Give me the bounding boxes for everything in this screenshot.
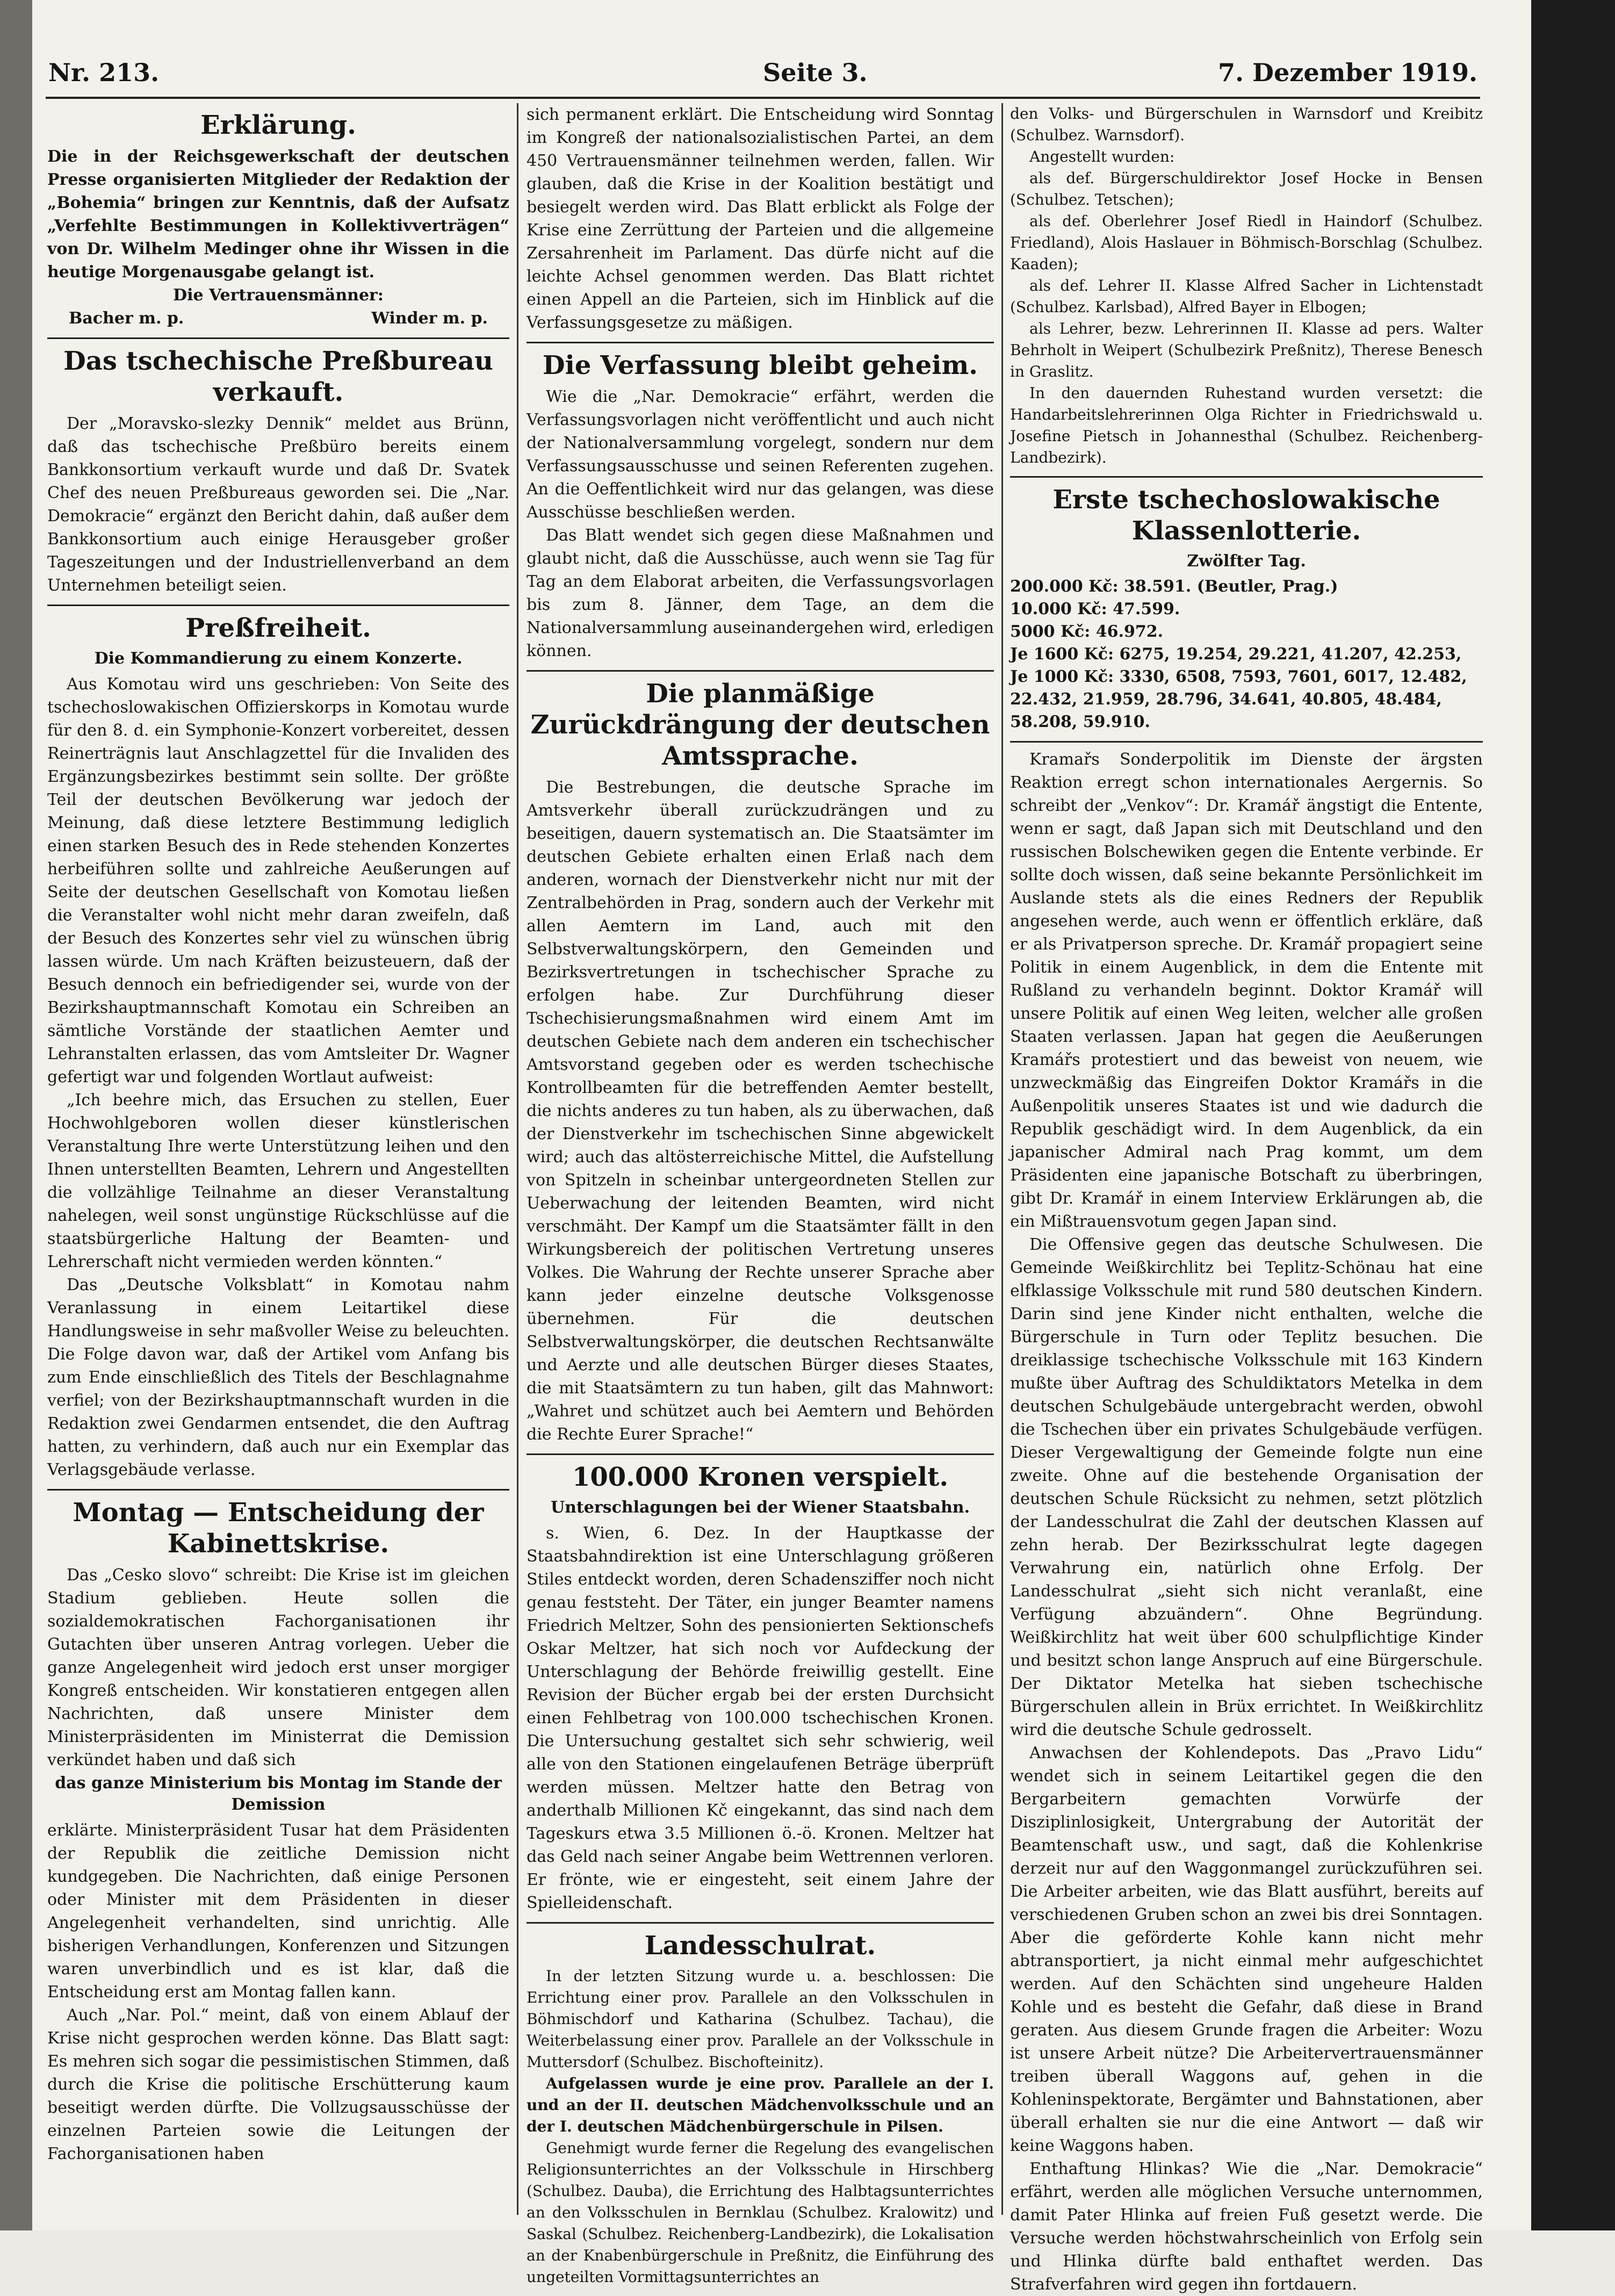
issue-date: 7. Dezember 1919. [1218, 58, 1477, 87]
article-paragraph: Die Offensive gegen das deutsche Schulwesen. Die Gemeinde Weißkirchlitz bei Teplitz-Schönau hat eine elfklassige Volksschule mit rund 580 deutschen Kindern. Darin sind jene Kinder nicht enthalten, welche die Bürgerschule in Turn oder Teplitz besuchen. Die dreiklassige tschechische Volksschule mit 163 Kindern mußte über Auftrag des Schuldiktators Metelka in dem deutschen Schulgebäude untergebracht werden, obwohl die Tschechen über ein privates Schulgebäude verfügen. Dieser Vergewaltigung der Gemeinde folgte nun eine zweite. Ohne auf die bestehende Organisation der deutschen Schule Rücksicht zu nehmen, setzt plötzlich der Landesschulrat die Zahl der deutschen Klassen auf zehn herab. Der Bezirksschulrat legte dagegen Verwahrung ein, natürlich ohne Erfolg. Der Landesschulrat „sieht sich nicht veranlaßt, eine Verfügung abzuändern“. Ohne Begründung. Weißkirchlitz hat weit über 600 schulpflichtige Kinder und besitzt schon lange Anspruch auf eine Bürgerschule. Der Diktator Metelka hat sieben tschechische Bürgerschulen allein in Brüx errichtet. In Weißkirchlitz wird die deutsche Schule gedrosselt. [1010, 1235, 1483, 1739]
article-title: Erste tschechoslowakische Klassenlotterie. [1052, 485, 1440, 546]
column-3 [1010, 103, 1483, 2294]
signature-left: Bacher m. p. [69, 309, 184, 328]
scan-right-edge [1531, 0, 1615, 2230]
article-divider [47, 337, 509, 339]
article-paragraph: als def. Oberlehrer Josef Riedl in Haindorf (Schulbez. Friedland), Alois Haslauer in Böhmisch-Borschlag (Schulbez. Kaaden); [1010, 212, 1483, 273]
signatures [47, 307, 509, 330]
article-paragraph: Aus Komotau wird uns geschrieben: Von Seite des tschechoslowakischen Offizierskorps in Komotau wurde für den 8. d. ein Symphonie-Konzert vorbereitet, dessen Reinerträgnis laut Anschlagzettel für die Invaliden des Ergänzungsbezirkes bestimmt sein sollte. Der größte Teil der deutschen Bevölkerung war jedoch der Meinung, daß diese letztere Bestimmung lediglich einen starken Besuch des in Rede stehenden Konzertes herbeiführen sollte und zahlreiche Aeußerungen auf Seite der deutschen Gesellschaft von Komotau ließen die Veranstalter wohl nicht mehr daran zweifeln, daß der Besuch des Konzertes sehr viel zu wünschen übrig lassen würde. Um nach Kräften beizusteuern, daß der Besuch dennoch ein befriedigender sei, wurde von der Bezirkshauptmannschaft Komotau ein Schreiben an sämtliche Vorstände der staatlichen Aemter und Lehranstalten erlassen, das vom Amtsleiter Dr. Wagner gefertigt war und folgenden Wortlaut aufweist: [47, 675, 509, 1086]
page-number: Seite 3. [763, 58, 868, 87]
article-divider [1010, 741, 1483, 743]
lottery-line: Je 1000 Kč: 3330, 6508, 7593, 7601, 6017, 12.482, 22.432, 21.959, 28.796, 34.641, 40.805, 48.484, 58.208, 59.910. [1010, 667, 1467, 731]
lottery-line: 5000 Kč: 46.972. [1010, 622, 1164, 641]
lottery-line: 200.000 Kč: 38.591. (Beutler, Prag.) [1010, 577, 1338, 596]
column-1 [47, 103, 509, 2220]
article-paragraph: Aufgelassen wurde je eine prov. Parallele an der I. und an der II. deutschen Mädchenvolksschule und an der I. deutschen Mädchenbürgerschule in Pilsen. [527, 2075, 994, 2135]
column-divider [1001, 103, 1003, 2215]
article-subtitle: Unterschlagungen bei der Wiener Staatsbahn. [550, 1498, 970, 1517]
column-divider [517, 103, 518, 2215]
article-title: Das tschechische Preßbureau verkauft. [63, 346, 493, 407]
article-title: Landesschulrat. [644, 1931, 876, 1961]
article-divider [47, 604, 509, 606]
header-rule [46, 97, 1480, 99]
article-paragraph: Das „Deutsche Volksblatt“ in Komotau nahm Veranlassung in einem Leitartikel diese Handlungsweise in sehr maßvoller Weise zu beleuchten. Die Folge davon war, daß der Artikel vom Anfang bis zum Ende einschließlich des Titels der Beschlagnahme verfiel; von der Bezirkshauptmannschaft wurden in die Redaktion zwei Gendarmen entsendet, die den Auftrag hatten, zu verhindern, daß auch nur ein Exemplar das Verlagsgebäude verlasse. [47, 1276, 509, 1479]
article-title: Preßfreiheit. [185, 613, 371, 643]
article-paragraph: s. Wien, 6. Dez. In der Hauptkasse der Staatsbahndirektion ist eine Unterschlagung größeren Stiles entdeckt worden, deren Schadensziffer noch nicht genau feststeht. Der Täter, ein junger Beamter namens Friedrich Meltzer, Sohn des pensionierten Sektionschefs Oskar Meltzer, hat sich noch vor Aufdeckung der Unterschlagung der Behörde freiwillig gestellt. Eine Revision der Bücher ergab bei der ersten Durchsicht einen Fehlbetrag von 100.000 tschechischen Kronen. Die Untersuchung gestaltet sich sehr schwierig, weil alle von den Stationen eingelaufenen Beträge überprüft werden müssen. Meltzer hatte den Betrag von anderthalb Millionen Kč eingekannt, das sind nach dem Tageskurs etwa 3.5 Millionen ö.-ö. Kronen. Meltzer hat das Geld nach seiner Angabe beim Wettrennen verloren. Er frönte, wie er eingesteht, seit einem Jahre der Spielleidenschaft. [527, 1524, 994, 1912]
article-paragraph: Angestellt wurden: [1029, 148, 1175, 165]
article-title: Montag — Entscheidung der Kabinettskrise. [73, 1498, 484, 1559]
article-divider [527, 1922, 994, 1924]
scan-left-margin [0, 0, 32, 2230]
article-paragraph: Enthaftung Hlinkas? Wie die „Nar. Demokracie“ erfährt, werden alle möglichen Versuche unternommen, damit Pater Hlinka auf freien Fuß gesetzt werde. Die Versuche werden höchstwahrscheinlich von Erfolg sein und Hlinka dürfte bald enthaftet werden. Das Strafverfahren wird gegen ihn fortdauern. [1010, 2160, 1483, 2294]
article-paragraph: Der „Moravsko-slezky Dennik“ meldet aus Brünn, daß das tschechische Preßbüro bereits einem Bankkonsortium verkauft wurde und daß Dr. Svatek Chef des neuen Preßbureaus geworden sei. Die „Nar. Demokracie“ ergänzt den Bericht dahin, daß außer dem Bankkonsortium auch einige Herausgeber großer Tageszeitungen und der Industriellenverband an dem Unternehmen beteiligt seien. [47, 414, 509, 595]
article-paragraph: als def. Bürgerschuldirektor Josef Hocke in Bensen (Schulbez. Tetschen); [1010, 169, 1483, 208]
article-paragraph: als def. Lehrer II. Klasse Alfred Sacher in Lichtenstadt (Schulbez. Karlsbad), Alfred Bayer in Elbogen; [1010, 277, 1483, 316]
article-paragraph: Auch „Nar. Pol.“ meint, daß von einem Ablauf der Krise nicht gesprochen werden könne. Das Blatt sagt: Es mehren sich sogar die pessimistischen Stimmen, daß durch die Krise die politische Erschütterung kaum beseitigt werden dürfte. Die Vollzugsausschüsse der einzelnen Parteien sowie die Leitungen der Fachorganisationen haben [47, 2006, 509, 2163]
article-paragraph: Genehmigt wurde ferner die Regelung des evangelischen Religionsunterrichtes an der Volksschule in Hirschberg (Schulbez. Dauba), die Errichtung des Halbtagsunterrichtes an den Volksschulen in Bernklau (Schulbez. Kralowitz) und Saskal (Schulbez. Reichenberg-Landbezirk), die Lokalisation an der Knabenbürgerschule in Preßnitz, die Einführung des ungeteilten Vormittagsunterrichtes an [527, 2139, 994, 2286]
article-paragraph: Die in der Reichsgewerkschaft der deutschen Presse organisierten Mitglieder der Redaktion der „Bohemia“ bringen zur Kenntnis, daß der Aufsatz „Verfehlte Bestimmungen in Kollektivverträgen“ von Dr. Wilhelm Medinger ohne ihr Wissen in die heutige Morgenausgabe gelangt ist. [47, 147, 509, 282]
article-paragraph: sich permanent erklärt. Die Entscheidung wird Sonntag im Kongreß der nationalsozialistischen Partei, an dem 450 Vertrauensmänner teilnehmen werden, fallen. Wir glauben, daß die Krise in der Koalition bestätigt und besiegelt werden wird. Das Blatt erblickt als Folge der Krise eine Zerrüttung der Parteien und die allgemeine Zersahrenheit im Parlament. Das dürfe nicht auf die leichte Achsel genommen werden. Das Blatt richtet einen Appell an die Parteien, sich im Hinblick auf die Verfassungsgesetze zu mäßigen. [527, 105, 994, 332]
article-paragraph: Kramařs Sonderpolitik im Dienste der ärgsten Reaktion erregt schon internationales Aergernis. So schreibt der „Venkov“: Dr. Kramář ängstigt die Entente, wenn er sagt, daß Japan sich mit Deutschland und den russischen Bolschewiken gegen die Entente verbinde. Er sollte doch wissen, daß seine bekannte Persönlichkeit im Auslande stets als die eines Redners der Republik angesehen werde, auch wenn er öffentlich erkläre, daß er als Privatperson spreche. Dr. Kramář propagiert seine Politik in einem Augenblick, in dem die Entente mit Rußland zu verhandeln beginnt. Doktor Kramář will unsere Politik auf einen Weg leiten, welcher alle großen Staaten verlassen. Japan hat gegen die Aeußerungen Kramářs protestiert und das beweist von neuem, wie unzweckmäßig das Eingreifen Doktor Kramářs in die Außenpolitik unseres Staates ist und wie dadurch die Republik geschädigt wird. In dem Augenblick, da ein japanischer Admiral nach Prag kommt, um dem Präsidenten eine japanische Botschaft zu überbringen, gibt Dr. Kramář in einem Interview Erklärungen ab, die ein Mißtrauensvotum gegen Japan sind. [1010, 750, 1483, 1231]
article-title: Die planmäßige Zurückdrängung der deutschen Amtssprache. [530, 679, 990, 771]
article-paragraph: Das „Cesko slovo“ schreibt: Die Krise ist im gleichen Stadium geblieben. Heute sollen die sozialdemokratischen Fachorganisationen ihr Gutachten über unseren Antrag vorlegen. Ueber die ganze Angelegenheit wird jedoch erst unser morgiger Kongreß entscheiden. Wir konstatieren entgegen allen Nachrichten, daß unsere Minister dem Ministerpräsidenten im Ministerrat die Demission verkündet haben und daß sich [47, 1566, 509, 1769]
article-divider [1010, 476, 1483, 478]
article-paragraph: Die Bestrebungen, die deutsche Sprache im Amtsverkehr überall zurückzudrängen und zu beseitigen, dauern systematisch an. Die Staatsämter im deutschen Gebiete erhalten einen Erlaß nach dem anderen, wornach der Dienstverkehr nicht nur mit der Zentralbehörden in Prag, sondern auch der Verkehr mit allen Aemtern im Land, auch mit den Selbstverwaltungskörpern, den Gemeinden und Bezirksvertretungen in tschechischer Sprache zu erfolgen habe. Zur Durchführung dieser Tschechisierungsmaßnahmen wird einem Amt im deutschen Gebiete nach dem anderen ein tschechischer Amtsvorstand gegeben oder es werden tschechische Kontrollbeamten für die betreffenden Aemter bestellt, die nichts anderes zu tun haben, als zu überwachen, daß der Dienstverkehr im tschechischen Sinne abgewickelt wird; auch das altösterreichische Mittel, die Aufstellung von Spitzeln in scheinbar untergeordneten Stellen zur Ueberwachung der leitenden Beamten, wird nicht verschmäht. Der Kampf um die Staatsämter fällt in den Wirkungsbereich der politischen Vertretung unseres Volkes. Die Wahrung der Rechte unserer Sprache aber kann jeder einzelne deutsche Volksgenosse übernehmen. Für die deutschen Selbstverwaltungskörper, die deutschen Rechtsanwälte und Aerzte und alle deutschen Bürger dieses Staates, die mit Staatsämtern zu tun haben, gilt das Mahnwort: „Wahret und schützet auch bei Aemtern und Behörden die Rechte Eurer Sprache!“ [527, 778, 994, 1444]
article-divider [527, 670, 994, 672]
page-header [48, 58, 1477, 96]
article-paragraph: als Lehrer, bezw. Lehrerinnen II. Klasse ad pers. Walter Behrholt in Weipert (Schulbezirk Preßnitz), Therese Benesch in Graslitz. [1010, 320, 1483, 380]
article-paragraph: erklärte. Ministerpräsident Tusar hat dem Präsidenten der Republik die zeitliche Demission nicht kundgegeben. Die Nachrichten, daß einige Personen oder Minister mit dem Präsidenten in dieser Angelegenheit verhandelten, sind unrichtig. Alle bisherigen Verhandlungen, Konferenzen und Sitzungen waren unverbindlich und es ist klar, daß die Entscheidung erst am Montag fallen kann. [47, 1821, 509, 2002]
lottery-line: Je 1600 Kč: 6275, 19.254, 29.221, 41.207, 42.253, [1010, 645, 1462, 664]
article-title: 100.000 Kronen verspielt. [572, 1462, 949, 1492]
article-paragraph: „Ich beehre mich, das Ersuchen zu stellen, Euer Hochwohlgeboren wollen dieser künstlerischen Veranstaltung Ihre werte Unterstützung leihen und den Ihnen unterstellten Beamten, Lehrern und Angestellten die vollzählige Teilnahme an dieser Veranstaltung nahelegen, weil sonst ungünstige Rückschlüsse auf die staatsbürgerliche Haltung der Beamten- und Lehrerschaft nicht vermieden werden könnten.“ [47, 1091, 509, 1271]
article-paragraph: Das Blatt wendet sich gegen diese Maßnahmen und glaubt nicht, daß die Ausschüsse, auch wenn sie Tag für Tag an dem Elaborat arbeiten, die Verfassungsvorlagen bis zum 8. Jänner, dem Tage, an dem die Nationalversammlung auseinandergehen wird, erledigen können. [527, 526, 994, 660]
issue-number: Nr. 213. [48, 58, 160, 87]
signature-right: Winder m. p. [371, 309, 488, 328]
article-paragraph: In der letzten Sitzung wurde u. a. beschlossen: Die Errichtung einer prov. Parallele an den Volksschulen in Böhmischdorf und Katharina (Schulbez. Tachau), die Weiterbelassung einer prov. Parallele an der Volksschule in Muttersdorf (Schulbez. Bischofteinitz). [527, 1967, 994, 2071]
column-2 [527, 103, 994, 2286]
article-subtitle: Die Kommandierung zu einem Konzerte. [94, 649, 463, 668]
article-paragraph: In den dauernden Ruhestand wurden versetzt: die Handarbeitslehrerinnen Olga Richter in Friedrichswald u. Josefine Pietsch in Johannesthal (Schulbez. Reichenberg-Landbezirk). [1010, 384, 1483, 466]
article-divider [527, 342, 994, 343]
article-title: Die Verfassung bleibt geheim. [543, 350, 978, 380]
article-paragraph: den Volks- und Bürgerschulen in Warnsdorf und Kreibitz (Schulbez. Warnsdorf). [1010, 105, 1483, 144]
article-divider [527, 1453, 994, 1455]
signature-heading: Die Vertrauensmänner: [173, 286, 384, 305]
article-title: Erklärung. [200, 110, 356, 140]
article-emphasis: das ganze Ministerium bis Montag im Stande der Demission [55, 1774, 502, 1814]
article-paragraph: Anwachsen der Kohlendepots. Das „Pravo Lidu“ wendet sich in seinem Leitartikel gegen die den Bergarbeitern gemachten Vorwürfe der Disziplinlosigkeit, Untergrabung der Autorität der Beamtenschaft usw., und sagt, daß die Kohlenkrise derzeit nur auf den Waggonmangel zurückzuführen sei. Die Arbeiter arbeiten, wie das Blatt ausführt, bereits auf verschiedenen Gruben schon an zwei bis drei Sonntagen. Aber die geförderte Kohle kann nicht mehr abtransportiert, ja nicht einmal mehr aufgeschichtet werden. Auf den Schächten sind ungeheure Halden Kohle und es besteht die Gefahr, daß diese in Brand geraten. Aus diesem Grunde fragen die Arbeiter: Wozu ist unsere Arbeit nütze? Die Arbeitervertrauensmänner treiben überall Waggons auf, gehen in die Kohleninspektorate, Bergämter und Bahnstationen, aber überall erhalten sie nur die eine Antwort — daß wir keine Waggons haben. [1010, 1744, 1483, 2155]
article-divider [47, 1489, 509, 1491]
article-paragraph: Wie die „Nar. Demokracie“ erfährt, werden die Verfassungsvorlagen nicht veröffentlicht und auch nicht der Nationalversammlung vorgelegt, sondern nur dem Verfassungsausschusse und seinen Referenten zugehen. An die Oeffentlichkeit wird nur das gelangen, was diese Ausschüsse beschließen werden. [527, 387, 994, 522]
lottery-line: 10.000 Kč: 47.599. [1010, 600, 1180, 618]
article-subtitle: Zwölfter Tag. [1187, 552, 1306, 571]
